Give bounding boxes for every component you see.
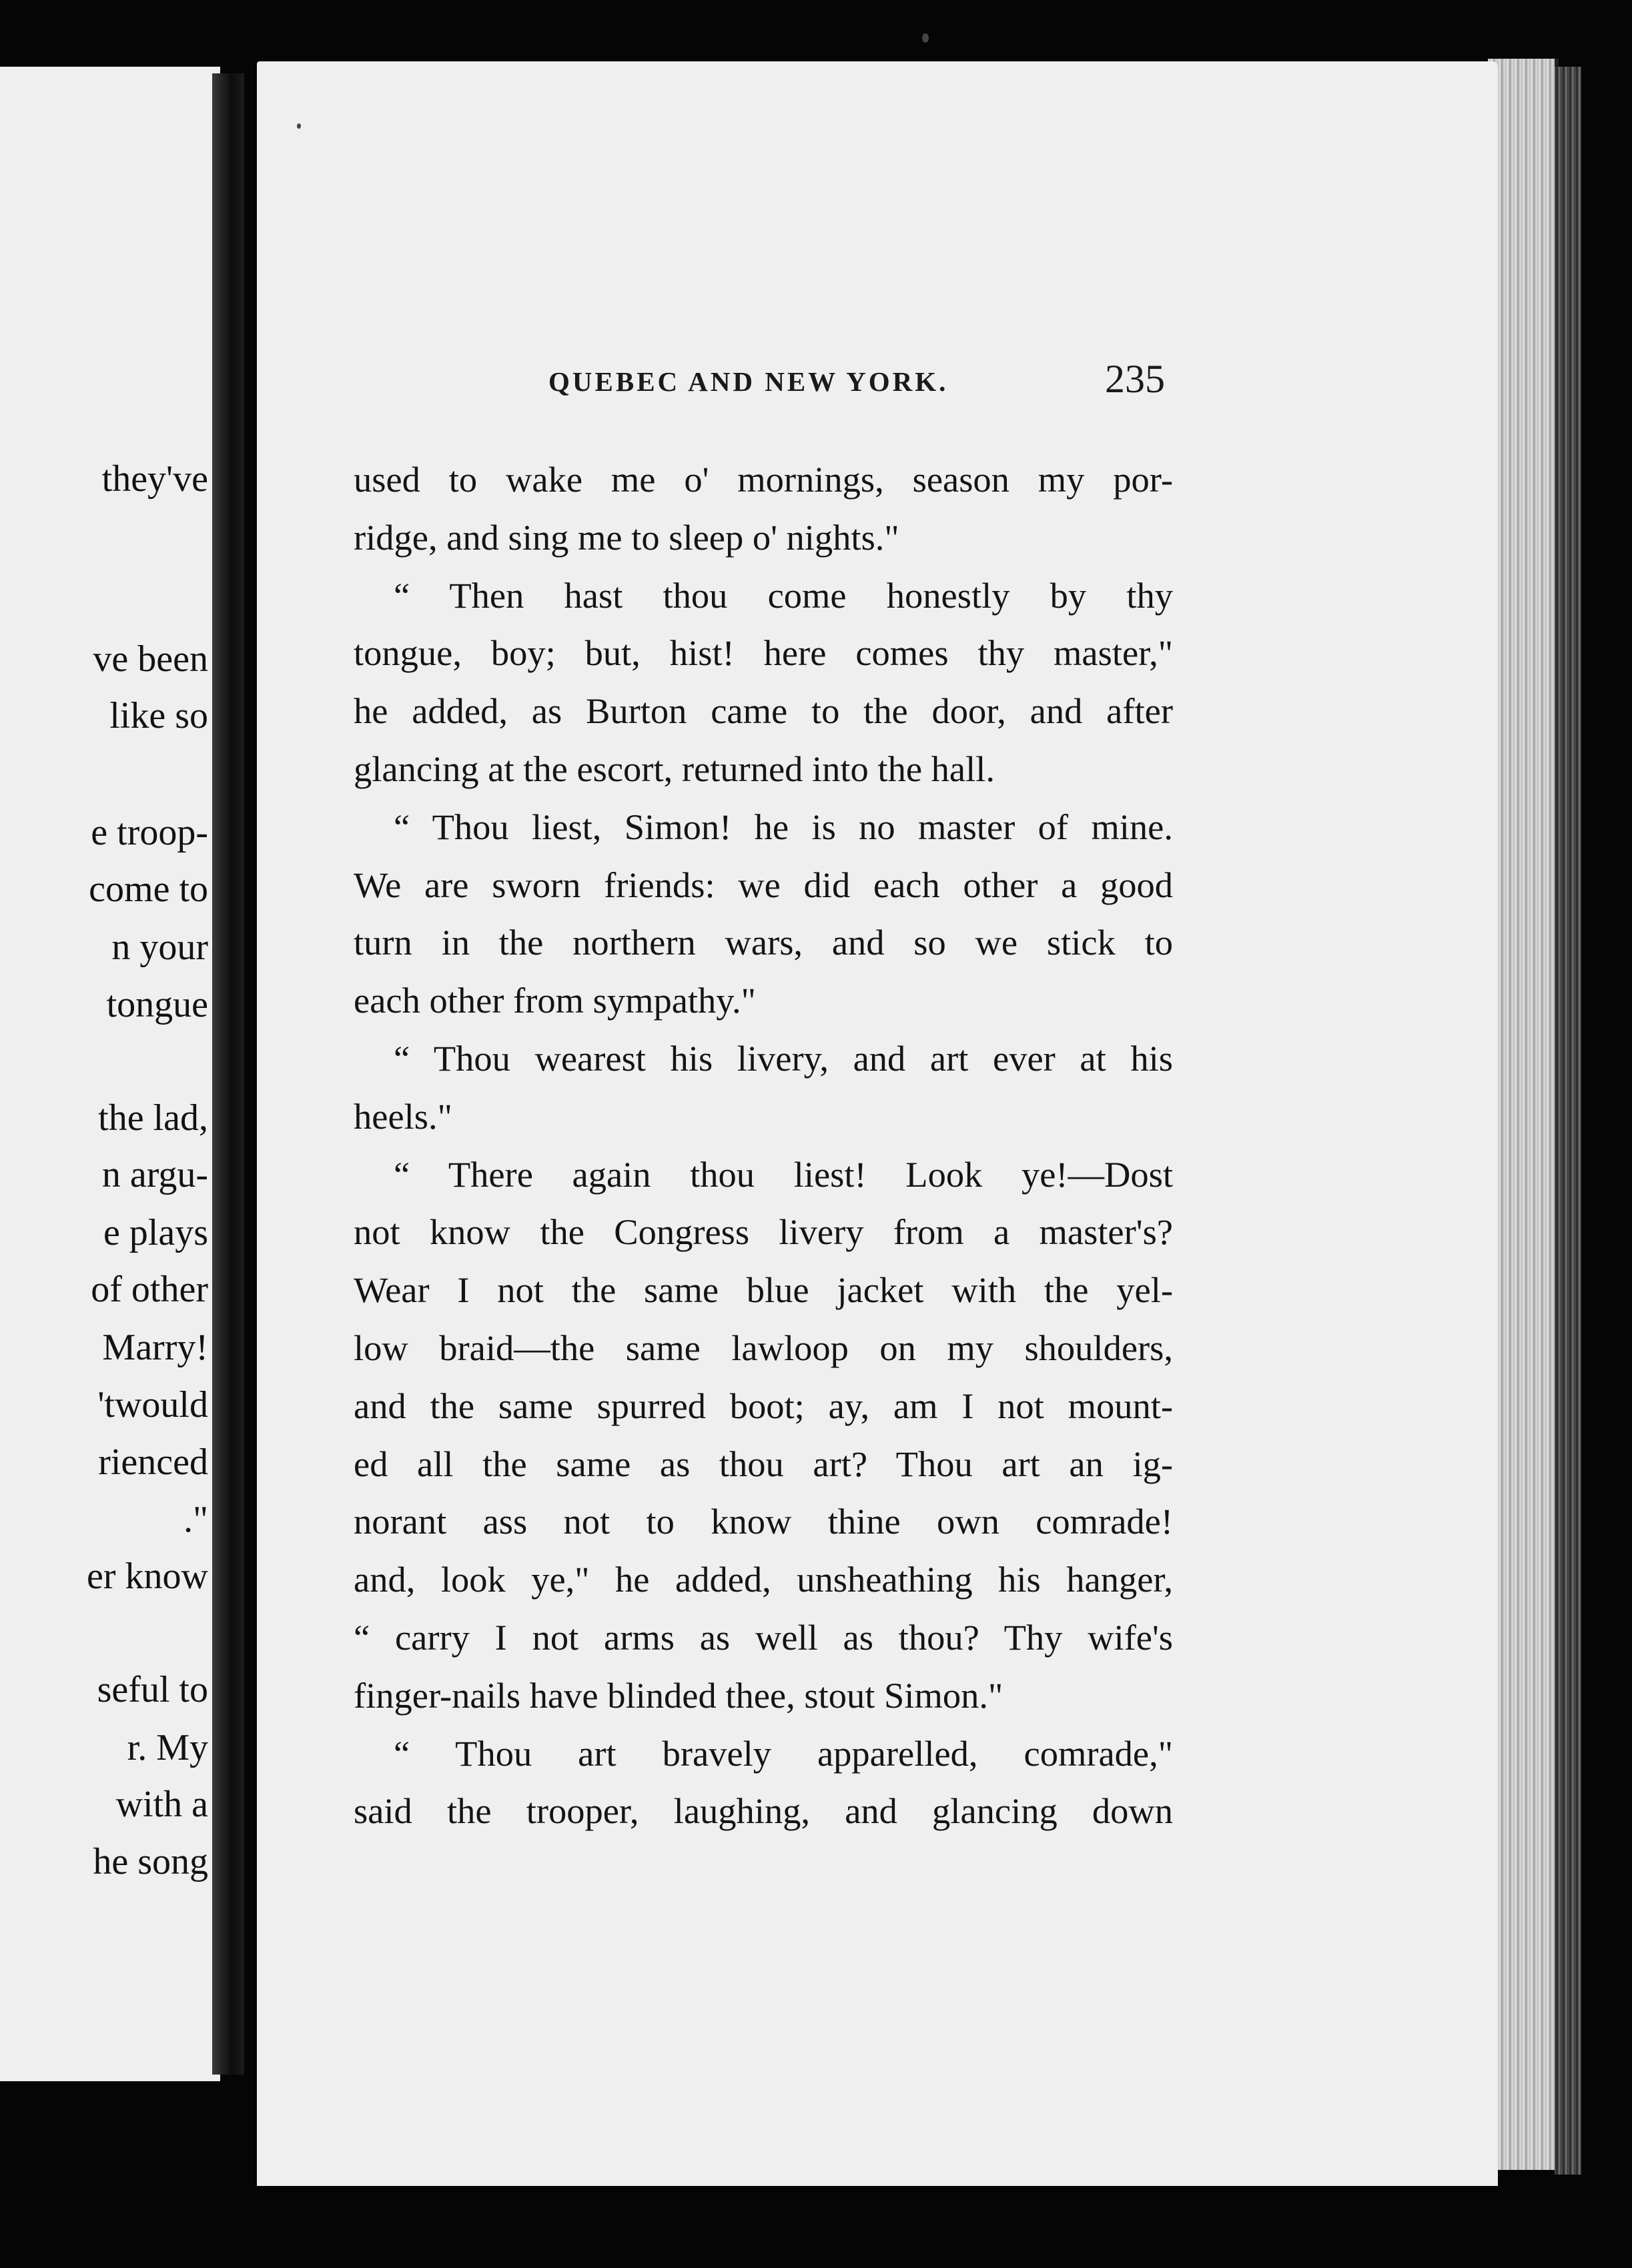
text-line: and the same spurred boot; ay, am I not mount-	[354, 1385, 1173, 1426]
left-page-line: Marry!	[102, 1327, 208, 1368]
left-page-line: he song	[93, 1841, 208, 1882]
text-line: “ Then hast thou come honestly by thy	[394, 574, 1173, 616]
text-line: tongue, boy; but, hist! here comes thy master,"	[354, 632, 1173, 674]
left-page-line: n your	[111, 927, 208, 968]
left-page-line: ve been	[93, 638, 208, 680]
text-line: finger-nails have blinded thee, stout Simon."	[354, 1674, 1003, 1716]
text-line: “ carry I not arms as well as thou? Thy wife's	[354, 1616, 1173, 1658]
text-line: low braid—the same lawloop on my shoulders,	[354, 1327, 1173, 1368]
left-page-line: 'twould	[97, 1384, 208, 1426]
previous-page	[0, 67, 220, 2081]
left-page-line: like so	[109, 695, 208, 736]
text-line: heels."	[354, 1095, 452, 1137]
left-page-line: the lad,	[98, 1097, 208, 1139]
page-edges-shadow	[1555, 67, 1581, 2175]
left-page-line: seful to	[97, 1669, 208, 1710]
text-line: he added, as Burton came to the door, and after	[354, 690, 1173, 732]
text-line: Wear I not the same blue jacket with the yel-	[354, 1269, 1173, 1311]
scan-speck	[922, 33, 929, 43]
left-page-line: of other	[91, 1269, 208, 1310]
text-line: used to wake me o' mornings, season my por-	[354, 459, 1173, 500]
left-page-line: e troop-	[91, 812, 208, 853]
text-line: turn in the northern wars, and so we stick to	[354, 922, 1173, 963]
text-line: We are sworn friends: we did each other a good	[354, 864, 1173, 905]
left-page-line: ."	[183, 1499, 208, 1540]
text-line: not know the Congress livery from a master's?	[354, 1211, 1173, 1253]
left-page-line: come to	[89, 869, 208, 910]
left-page-line: tongue	[106, 984, 208, 1025]
text-line: glancing at the escort, returned into the hall.	[354, 748, 995, 789]
text-line: norant ass not to know thine own comrade!	[354, 1501, 1173, 1542]
scan-speck	[297, 123, 301, 129]
book-gutter	[212, 73, 244, 2075]
left-page-line: they've	[101, 458, 208, 500]
body-text	[354, 451, 1173, 1840]
page-number: 235	[1105, 357, 1165, 401]
text-line: “ Thou liest, Simon! he is no master of mine.	[394, 806, 1173, 847]
left-page-line: er know	[87, 1556, 208, 1597]
text-line: and, look ye," he added, unsheathing his hanger,	[354, 1559, 1173, 1600]
text-line: ridge, and sing me to sleep o' nights."	[354, 516, 899, 558]
left-page-line: rienced	[98, 1442, 208, 1483]
left-page-line: with a	[115, 1784, 208, 1825]
left-page-line: e plays	[103, 1212, 208, 1253]
page-edges	[1488, 59, 1559, 2170]
running-head: QUEBEC AND NEW YORK.	[548, 366, 949, 397]
text-line: “ There again thou liest! Look ye!—Dost	[394, 1153, 1173, 1195]
left-page-line: n argu-	[101, 1154, 208, 1195]
text-line: “ Thou art bravely apparelled, comrade,"	[394, 1732, 1173, 1774]
text-line: “ Thou wearest his livery, and art ever at his	[394, 1037, 1173, 1079]
text-line: each other from sympathy."	[354, 980, 756, 1021]
text-line: ed all the same as thou art? Thou art an ig-	[354, 1443, 1173, 1484]
left-page-line: r. My	[127, 1727, 208, 1768]
text-line: said the trooper, laughing, and glancing down	[354, 1790, 1173, 1832]
